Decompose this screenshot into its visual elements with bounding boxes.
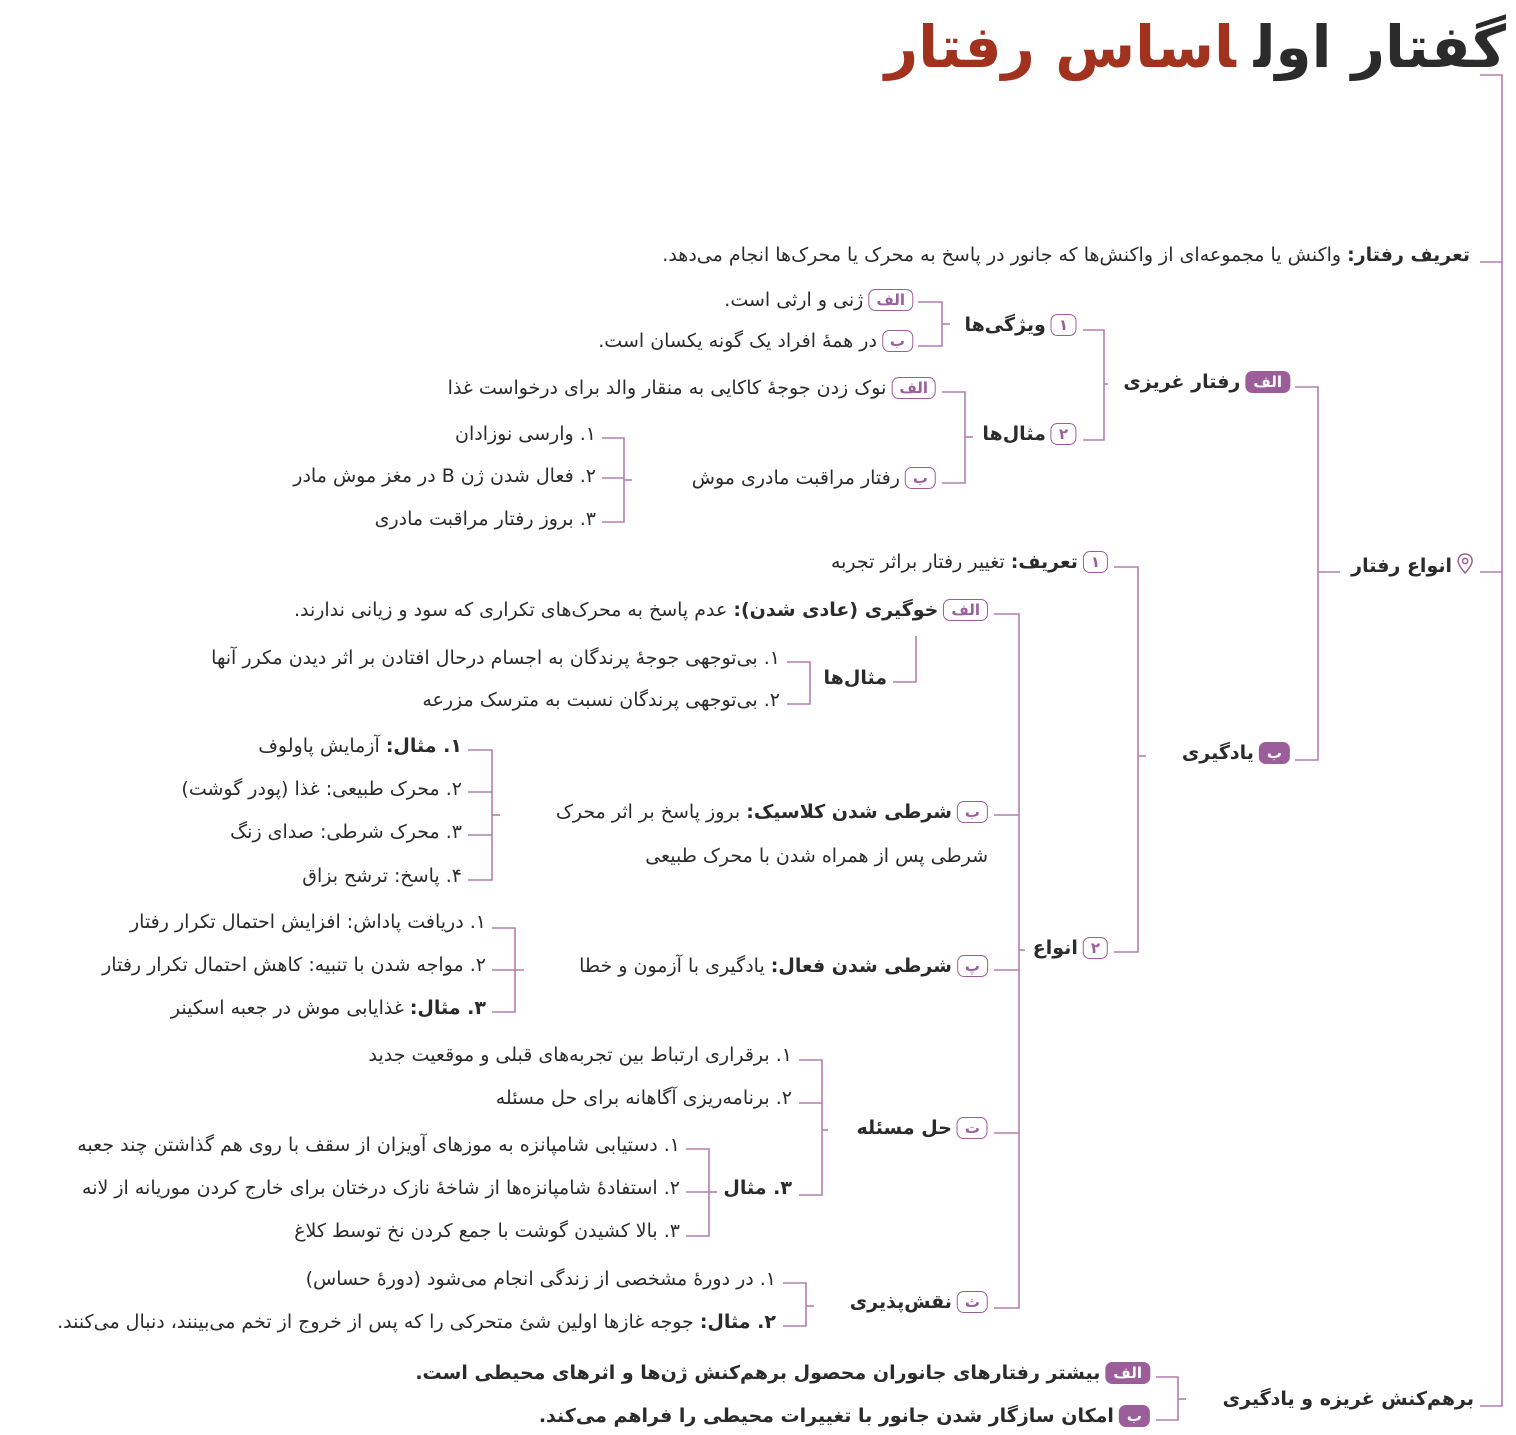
instinct-node	[1123, 369, 1290, 395]
feature-a	[724, 287, 913, 313]
example-a	[448, 375, 936, 401]
mouse-step-1: ۱. وارسی نوزادان	[455, 423, 596, 445]
classical-item-1-label: ۱. مثال:	[385, 735, 462, 757]
example-a-text: نوک زدن جوجهٔ کاکایی به منقار والد برای درخواست غذا	[447, 377, 887, 399]
title-part1: گفتار اول	[1253, 13, 1506, 81]
habituation-label: خوگیری (عادی شدن):	[733, 599, 939, 621]
operant-label: شرطی شدن فعال:	[770, 955, 952, 977]
interaction-a	[415, 1360, 1150, 1386]
learning-node	[1182, 740, 1290, 766]
example-b-text: رفتار مراقبت مادری موش	[691, 467, 900, 489]
feature-b-text: در همهٔ افراد یک گونه یکسان است.	[598, 330, 877, 352]
interaction-a-badge: الف	[1105, 1362, 1150, 1384]
problem-solving-example-3: ۳. بالا کشیدن گوشت با جمع کردن نخ توسط کلاغ	[294, 1220, 680, 1242]
operant-conditioning	[579, 953, 988, 979]
problem-solving	[857, 1115, 988, 1141]
classical-label: شرطی شدن کلاسیک:	[746, 801, 952, 823]
imprinting-item-1: ۱. در دورهٔ مشخصی از زندگی انجام می‌شود (دورهٔ حساس)	[305, 1268, 776, 1290]
problem-solving-label: حل مسئله	[856, 1117, 952, 1139]
title-part2: اساس رفتار	[884, 13, 1236, 81]
feature-a-text: ژنی و ارثی است.	[724, 289, 864, 311]
problem-solving-item-2: ۲. برنامه‌ریزی آگاهانه برای حل مسئله	[495, 1087, 792, 1109]
example-b-badge: ب	[905, 467, 936, 489]
habituation-examples: مثال‌ها	[823, 667, 887, 689]
instinct-badge: الف	[1245, 371, 1290, 393]
problem-solving-example-2: ۲. استفادهٔ شامپانزه‌ها از شاخهٔ نازک درختان برای خارج کردن موریانه از لانه	[82, 1177, 680, 1199]
mouse-step-2: ۲. فعال شدن ژن B در مغز موش مادر	[293, 465, 596, 487]
features-label: ویژگی‌ها	[964, 314, 1046, 336]
interaction-node: برهم‌کنش غریزه و یادگیری	[1222, 1388, 1474, 1410]
examples-label: مثال‌ها	[982, 423, 1046, 445]
learning-kinds-label: انواع	[1032, 937, 1078, 959]
feature-b-badge: ب	[882, 330, 913, 352]
problem-solving-badge: ت	[957, 1117, 988, 1139]
example-a-badge: الف	[891, 377, 936, 399]
classical-item-1	[258, 733, 462, 759]
behavior-definition-label: تعریف رفتار:	[1347, 244, 1470, 266]
operant-text: یادگیری با آزمون و خطا	[579, 955, 771, 977]
classical-text: بروز پاسخ بر اثر محرک	[555, 801, 747, 823]
operant-item-3-label: ۳. مثال:	[409, 997, 486, 1019]
classical-conditioning	[556, 799, 988, 825]
imprinting-badge: ث	[957, 1291, 988, 1313]
learning-definition-label: تعریف:	[1010, 551, 1078, 573]
behavior-definition	[662, 242, 1470, 268]
habituation	[294, 597, 988, 623]
problem-solving-item-3: ۳. مثال	[723, 1177, 792, 1199]
classical-text-line2: شرطی پس از همراه شدن با محرک طبیعی	[645, 845, 988, 867]
operant-item-3	[171, 995, 486, 1021]
classical-item-3: ۳. محرک شرطی: صدای زنگ	[230, 821, 462, 843]
location-pin-icon	[1456, 553, 1474, 575]
imprinting-label: نقش‌پذیری	[849, 1291, 952, 1313]
classical-item-4: ۴. پاسخ: ترشح بزاق	[302, 865, 462, 887]
behavior-definition-text: واکنش یا مجموعه‌ای از واکنش‌ها که جانور در پاسخ به محرک یا محرک‌ها انجام می‌دهد.	[662, 244, 1348, 266]
features-node	[965, 312, 1077, 338]
imprinting-item-2-text: جوجه غازها اولین شئ متحرکی را که پس از خروج از تخم می‌بینند، دنبال می‌کنند.	[57, 1311, 700, 1333]
learning-kinds-node	[1033, 935, 1108, 961]
imprinting	[850, 1289, 988, 1315]
mouse-step-3: ۳. بروز رفتار مراقبت مادری	[374, 508, 596, 530]
examples-badge: ۲	[1051, 423, 1076, 445]
instinct-label: رفتار غریزی	[1123, 371, 1241, 393]
classical-badge: ب	[957, 801, 988, 823]
interaction-b	[539, 1403, 1150, 1429]
imprinting-item-2-label: ۲. مثال:	[699, 1311, 776, 1333]
imprinting-item-2	[57, 1309, 776, 1335]
operant-item-3-text: غذایابی موش در جعبه اسکینر	[170, 997, 410, 1019]
habituation-example-1: ۱. بی‌توجهی جوجهٔ پرندگان به اجسام درحال افتادن بر اثر دیدن مکرر آنها	[211, 647, 780, 669]
interaction-a-text: بیشتر رفتارهای جانوران محصول برهم‌کنش ژن‌ها و اثرهای محیطی است.	[415, 1362, 1101, 1384]
features-badge: ۱	[1051, 314, 1076, 336]
classical-item-2: ۲. محرک طبیعی: غذا (پودر گوشت)	[181, 778, 462, 800]
habituation-example-2: ۲. بی‌توجهی پرندگان نسبت به مترسک مزرعه	[422, 689, 780, 711]
problem-solving-item-1: ۱. برقراری ارتباط بین تجربه‌های قبلی و موقعیت جدید	[368, 1044, 792, 1066]
behavior-types-label: انواع رفتار	[1351, 555, 1452, 577]
chapter-title	[885, 12, 1506, 82]
feature-a-badge: الف	[868, 289, 913, 311]
interaction-b-badge: ب	[1119, 1405, 1150, 1427]
learning-definition-text: تغییر رفتار براثر تجربه	[830, 551, 1011, 573]
operant-item-2: ۲. مواجه شدن با تنبیه: کاهش احتمال تکرار رفتار	[102, 954, 486, 976]
operant-badge: پ	[957, 955, 988, 977]
feature-b	[598, 328, 913, 354]
learning-badge: ب	[1259, 742, 1290, 764]
problem-solving-example-1: ۱. دستیابی شامپانزه به موزهای آویزان از سقف با روی هم گذاشتن چند جعبه	[77, 1134, 680, 1156]
learning-label: یادگیری	[1181, 742, 1254, 764]
behavior-types-node	[1351, 553, 1474, 579]
habituation-badge: الف	[943, 599, 988, 621]
classical-item-1-text: آزمایش پاولوف	[258, 735, 386, 757]
learning-definition-badge: ۱	[1083, 551, 1108, 573]
interaction-b-text: امکان سازگار شدن جانور با تغییرات محیطی را فراهم می‌کند.	[538, 1405, 1114, 1427]
examples-node	[982, 421, 1076, 447]
learning-kinds-badge: ۲	[1083, 937, 1108, 959]
operant-item-1: ۱. دریافت پاداش: افزایش احتمال تکرار رفتار	[129, 911, 486, 933]
learning-definition	[831, 549, 1108, 575]
example-b	[692, 465, 936, 491]
habituation-text: عدم پاسخ به محرک‌های تکراری که سود و زیانی ندارند.	[293, 599, 734, 621]
